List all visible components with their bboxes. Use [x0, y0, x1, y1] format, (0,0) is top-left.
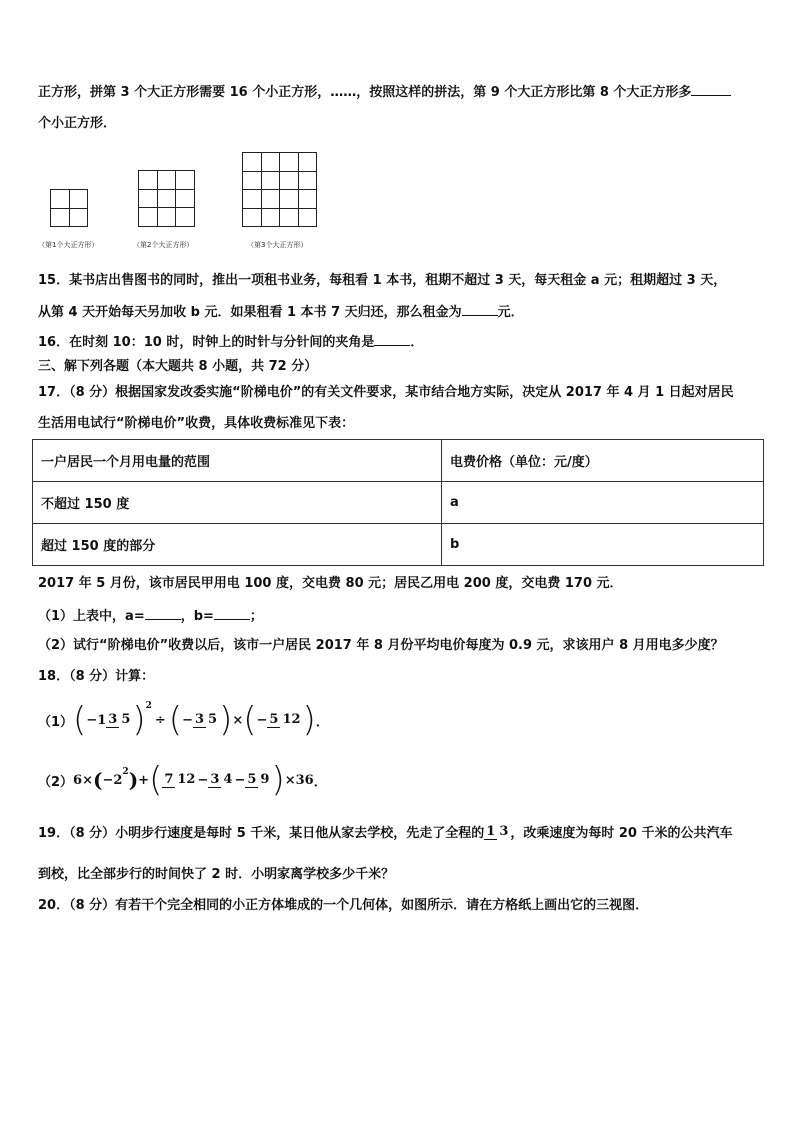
answer-blank-a[interactable] [145, 606, 181, 620]
left-paren: ( [168, 700, 183, 740]
expr-label: （1） [38, 714, 74, 730]
p18-expression-2 [38, 760, 327, 800]
operator: × [232, 712, 244, 728]
math-term: 6× [73, 772, 93, 788]
fraction: 3 5 [194, 712, 218, 727]
fraction: 5 9 [247, 772, 270, 787]
figure-caption-2: （第2个大正方形） [133, 241, 194, 249]
expr-label: （2） [38, 774, 74, 790]
p19-text-a: 19．（8 分）小明步行速度是每时 5 千米，某日他从家去学校，先走了全程的 [38, 826, 485, 841]
answer-blank[interactable] [462, 302, 498, 316]
p15-text: 从第 4 天开始每天另加收 b 元．如果租看 1 本书 7 天归还，那么租金为 [38, 305, 462, 320]
math-term: −2 [102, 772, 123, 788]
table-cell: 不超过 150 度 [33, 482, 442, 524]
right-paren: ) [271, 760, 285, 800]
math-term: ×36 [284, 772, 314, 788]
p18-expression-1 [38, 700, 329, 740]
p19-line1 [38, 822, 733, 841]
p16-tail: ． [410, 335, 424, 350]
right-paren: ) [128, 768, 139, 792]
left-paren: ( [73, 700, 87, 740]
section-header: 三、解下列各题（本大题共 8 小题，共 72 分） [38, 359, 318, 374]
p15-line2 [38, 302, 524, 322]
fraction: 5 12 [269, 712, 301, 727]
p17-q2: （2）试行“阶梯电价”收费以后，该市一户居民 2017 年 8 月份平均电价每度为 0.9 元，求该用户 8 月用电多少度？ [38, 638, 724, 653]
table-cell: b [442, 524, 764, 566]
right-paren: ) [219, 700, 233, 740]
operator: ÷ [154, 712, 166, 728]
math-term: − [256, 712, 268, 728]
p18-title: 18．（8 分）计算： [38, 669, 155, 684]
p15-line1: 15．某书店出售图书的同时，推出一项租书业务，每租看 1 本书，租期不超过 3 天，每天租金 a 元；租期超过 3 天， [38, 273, 727, 288]
figure-caption-1: （第1个大正方形） [38, 241, 99, 249]
p14-line2: 个小正方形． [38, 116, 117, 131]
figure-caption-3: （第3个大正方形） [247, 241, 308, 249]
table-cell: 一户居民一个月用电量的范围 [33, 440, 442, 482]
p17-line1: 17．（8 分）根据国家发改委实施“阶梯电价”的有关文件要求，某市结合地方实际，决定从 2017 年 4 月 1 日起对居民 [38, 385, 734, 400]
answer-blank-b[interactable] [214, 606, 250, 620]
left-paren: ( [149, 760, 163, 800]
p16-line [38, 332, 423, 352]
price-table [32, 439, 764, 566]
table-cell: 电费价格（单位：元/度） [442, 440, 764, 482]
left-paren: ( [243, 700, 257, 740]
fraction: 7 12 [164, 772, 196, 787]
p14-text: 正方形，拼第 3 个大正方形需要 16 个小正方形，……，按照这样的拼法，第 9 个大正方形比第 8 个大正方形多 [38, 85, 692, 100]
q1-text-a: （1）上表中，a= [38, 609, 145, 624]
p17-line2: 生活用电试行“阶梯电价”收费，具体收费标准见下表： [38, 416, 355, 431]
exponent: 2 [145, 701, 152, 711]
table-row [33, 524, 764, 566]
operator: − [234, 772, 246, 788]
right-paren: ) [132, 700, 146, 740]
square-figure-1 [50, 189, 88, 227]
p16-text: 16．在时刻 10：10 时，时钟上的时针与分针间的夹角是 [38, 335, 375, 350]
q1-text-b: ，b= [180, 609, 214, 624]
answer-blank[interactable] [691, 82, 731, 96]
fraction: 3 4 [210, 772, 233, 787]
exponent: 2 [122, 767, 129, 777]
period: ． [315, 714, 329, 730]
p19-line2: 到校，比全部步行的时间快了 2 时．小明家离学校多少千米？ [38, 867, 395, 882]
answer-blank[interactable] [374, 332, 410, 346]
fraction: 3 5 [108, 712, 131, 727]
q1-text-c: ； [249, 609, 263, 624]
left-paren: ( [93, 768, 103, 792]
p19-text-b: ，改乘速度为每时 20 千米的公共汽车 [510, 826, 733, 841]
p17-after: 2017 年 5 月份，该市居民甲用电 100 度，交电费 80 元；居民乙用电 200 度，交电费 170 元． [38, 576, 623, 591]
square-figure-2 [138, 170, 195, 227]
table-cell: 超过 150 度的部分 [33, 524, 442, 566]
math-term: −1 [86, 712, 107, 728]
fraction: 1 3 [486, 823, 509, 839]
square-figure-3 [242, 152, 317, 227]
table-row [33, 482, 764, 524]
math-term: − [182, 712, 193, 728]
p14-line1 [38, 82, 731, 102]
period: ． [313, 774, 327, 790]
p17-q1 [38, 606, 263, 626]
p20-line: 20．（8 分）有若干个完全相同的小正方体堆成的一个几何体，如图所示．请在方格纸上画出它的三视图． [38, 898, 649, 913]
table-cell: a [442, 482, 764, 524]
right-paren: ) [302, 700, 316, 740]
operator: + [138, 772, 150, 788]
p15-unit: 元． [497, 305, 524, 320]
operator: − [197, 772, 209, 788]
table-row [33, 440, 764, 482]
